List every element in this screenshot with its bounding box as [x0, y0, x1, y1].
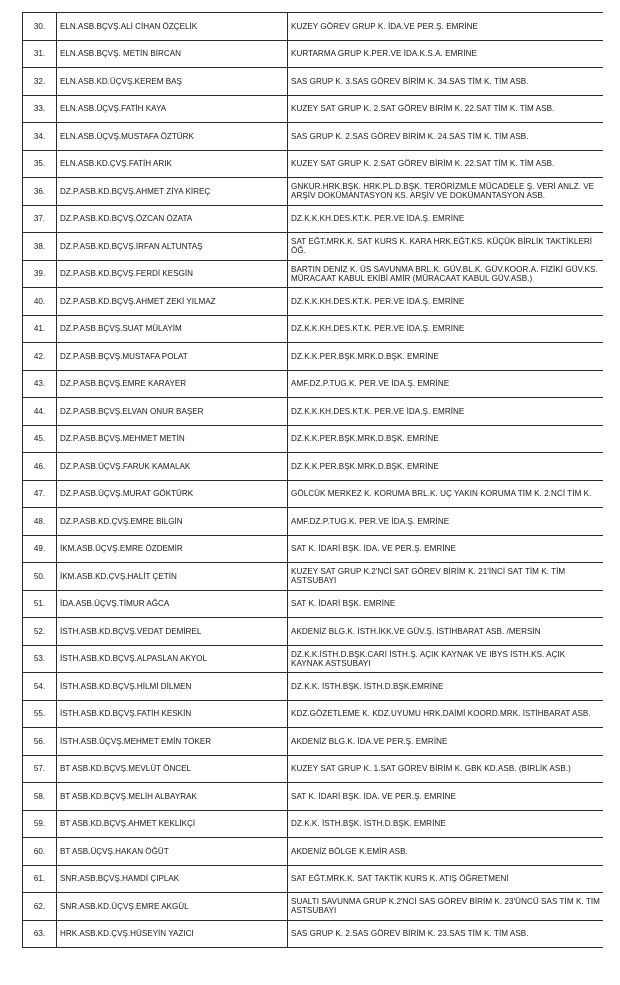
personnel-name-cell: İDA.ASB.ÜÇVŞ.TİMUR AĞCA: [57, 590, 288, 618]
personnel-name-cell: ELN.ASB.KD.ÜÇVŞ.KEREM BAŞ: [57, 68, 288, 96]
assignment-unit-cell: AKDENİZ BLG.K. İSTH.İKK.VE GÜV.Ş. İSTİHBARAT ASB. /MERSİN: [288, 618, 604, 646]
assignment-unit-cell: AMF.DZ.P.TUG.K. PER.VE İDA.Ş. EMRİNE: [288, 370, 604, 398]
personnel-table-body: [23, 13, 604, 948]
assignment-unit-cell: DZ.K.K.KH.DES.KT.K. PER.VE İDA.Ş. EMRİNE: [288, 205, 604, 233]
row-number-cell: 63.: [23, 920, 57, 948]
row-number-cell: 62.: [23, 893, 57, 921]
table-row: [23, 563, 604, 591]
personnel-name-cell: DZ.P.ASB.KD.ÇVŞ.EMRE BİLGİN: [57, 508, 288, 536]
personnel-name-cell: BT ASB.KD.BÇVŞ.MELİH ALBAYRAK: [57, 783, 288, 811]
table-row: [23, 95, 604, 123]
table-row: [23, 178, 604, 206]
row-number-cell: 60.: [23, 838, 57, 866]
assignment-unit-cell: SAT K. İDARİ BŞK. EMRİNE: [288, 590, 604, 618]
assignment-unit-cell: KUZEY SAT GRUP K. 1.SAT GÖREV BİRİM K. GBK KD.ASB. (BİRLİK ASB.): [288, 755, 604, 783]
table-row: [23, 453, 604, 481]
table-row: [23, 783, 604, 811]
document-page: [22, 12, 603, 968]
assignment-unit-cell: DZ.K.K.KH.DES.KT.K. PER.VE İDA.Ş. EMRİNE: [288, 315, 604, 343]
personnel-name-cell: ELN.ASB.KD.ÇVŞ.FATİH ARIK: [57, 150, 288, 178]
table-row: [23, 700, 604, 728]
row-number-cell: 49.: [23, 535, 57, 563]
personnel-name-cell: İSTH.ASB.KD.BÇVŞ.ALPASLAN AKYOL: [57, 645, 288, 673]
personnel-name-cell: DZ.P.ASB.BÇVŞ.MUSTAFA POLAT: [57, 343, 288, 371]
table-row: [23, 205, 604, 233]
assignment-unit-cell: AMF.DZ.P.TUG.K. PER.VE İDA.Ş. EMRİNE: [288, 508, 604, 536]
row-number-cell: 56.: [23, 728, 57, 756]
table-row: [23, 150, 604, 178]
assignment-unit-cell: KURTARMA GRUP K.PER.VE İDA.K.S.A. EMRİNE: [288, 40, 604, 68]
personnel-name-cell: DZ.P.ASB.KD.BÇVŞ.FERDİ KESGİN: [57, 260, 288, 288]
row-number-cell: 54.: [23, 673, 57, 701]
table-row: [23, 590, 604, 618]
assignment-unit-cell: SAT K. İDARİ BŞK. İDA. VE PER.Ş. EMRİNE: [288, 783, 604, 811]
table-row: [23, 810, 604, 838]
assignment-unit-cell: SAT K. İDARİ BŞK. İDA. VE PER.Ş. EMRİNE: [288, 535, 604, 563]
row-number-cell: 61.: [23, 865, 57, 893]
personnel-table: [22, 12, 603, 948]
row-number-cell: 47.: [23, 480, 57, 508]
personnel-name-cell: DZ.P.ASB.BÇVŞ.EMRE KARAYER: [57, 370, 288, 398]
personnel-name-cell: İSTH.ASB.ÜÇVŞ.MEHMET EMİN TOKER: [57, 728, 288, 756]
assignment-unit-cell: DZ.K.K.KH.DES.KT.K. PER.VE İDA.Ş. EMRİNE: [288, 288, 604, 316]
assignment-unit-cell: BARTIN DENİZ K. ÜS SAVUNMA BRL.K. GÜV.BL.K. GÜV.KOOR.A. FİZİKİ GÜV.KS. MÜRACAAT KABUL EKİBİ AMİR (MÜRACAAT KABUL GÜV.ASB.): [288, 260, 604, 288]
personnel-name-cell: İKM.ASB.ÜÇVŞ.EMRE ÖZDEMİR: [57, 535, 288, 563]
assignment-unit-cell: KUZEY GÖREV GRUP K. İDA.VE PER.Ş. EMRİNE: [288, 13, 604, 41]
table-row: [23, 645, 604, 673]
personnel-name-cell: ELN.ASB.ÜÇVŞ.MUSTAFA ÖZTÜRK: [57, 123, 288, 151]
personnel-name-cell: SNR.ASB.KD.ÜÇVŞ.EMRE AKGÜL: [57, 893, 288, 921]
assignment-unit-cell: SAT EĞT.MRK.K. SAT KURS K. KARA HRK.EĞT.KS. KÜÇÜK BİRLİK TAKTİKLERİ ÖĞ.: [288, 233, 604, 261]
assignment-unit-cell: DZ.K.K.PER.BŞK.MRK.D.BŞK. EMRİNE: [288, 453, 604, 481]
table-row: [23, 755, 604, 783]
assignment-unit-cell: GÖLCÜK MERKEZ K. KORUMA BRL.K. UÇ YAKIN KORUMA TİM K. 2.NCİ TİM K.: [288, 480, 604, 508]
row-number-cell: 30.: [23, 13, 57, 41]
table-row: [23, 838, 604, 866]
row-number-cell: 51.: [23, 590, 57, 618]
table-row: [23, 343, 604, 371]
table-row: [23, 508, 604, 536]
table-row: [23, 618, 604, 646]
personnel-name-cell: İSTH.ASB.KD.BÇVŞ.HİLMİ DİLMEN: [57, 673, 288, 701]
row-number-cell: 58.: [23, 783, 57, 811]
assignment-unit-cell: AKDENİZ BÖLGE K.EMİR ASB.: [288, 838, 604, 866]
assignment-unit-cell: SAS GRUP K. 2.SAS GÖREV BİRİM K. 23.SAS TİM K. TİM ASB.: [288, 920, 604, 948]
row-number-cell: 32.: [23, 68, 57, 96]
table-row: [23, 865, 604, 893]
assignment-unit-cell: GNKUR.HRK.BŞK. HRK.PL.D.BŞK. TERÖRİZMLE MÜCADELE Ş. VERİ ANLZ. VE ARŞİV DOKÜMANTASYON KS. ARŞİV VE DOKÜMANTASYON ASB.: [288, 178, 604, 206]
table-row: [23, 260, 604, 288]
table-row: [23, 370, 604, 398]
assignment-unit-cell: DZ.K.K.PER.BŞK.MRK.D.BŞK. EMRİNE: [288, 425, 604, 453]
row-number-cell: 40.: [23, 288, 57, 316]
table-row: [23, 233, 604, 261]
personnel-name-cell: DZ.P.ASB.ÜÇVŞ.FARUK KAMALAK: [57, 453, 288, 481]
row-number-cell: 44.: [23, 398, 57, 426]
row-number-cell: 38.: [23, 233, 57, 261]
table-row: [23, 673, 604, 701]
row-number-cell: 36.: [23, 178, 57, 206]
table-row: [23, 40, 604, 68]
table-row: [23, 728, 604, 756]
assignment-unit-cell: DZ.K.K. İSTH.BŞK. İSTH.D.BŞK. EMRİNE: [288, 810, 604, 838]
assignment-unit-cell: KUZEY SAT GRUP K. 2.SAT GÖREV BİRİM K. 22.SAT TİM K. TİM ASB.: [288, 150, 604, 178]
row-number-cell: 41.: [23, 315, 57, 343]
row-number-cell: 59.: [23, 810, 57, 838]
assignment-unit-cell: SAT EĞT.MRK.K. SAT TAKTİK KURS K. ATIŞ ÖĞRETMENİ: [288, 865, 604, 893]
table-row: [23, 480, 604, 508]
row-number-cell: 52.: [23, 618, 57, 646]
table-row: [23, 288, 604, 316]
personnel-name-cell: BT ASB.ÜÇVŞ.HAKAN ÖĞÜT: [57, 838, 288, 866]
assignment-unit-cell: KUZEY SAT GRUP K. 2.SAT GÖREV BİRİM K. 22.SAT TİM K. TİM ASB.: [288, 95, 604, 123]
personnel-name-cell: HRK.ASB.KD.ÇVŞ.HÜSEYİN YAZICI: [57, 920, 288, 948]
assignment-unit-cell: DZ.K.K.İSTH.D.BŞK.CARİ İSTH.Ş. AÇIK KAYNAK VE IBYS İSTH.KS. AÇIK KAYNAK ASTSUBAYI: [288, 645, 604, 673]
assignment-unit-cell: DZ.K.K.KH.DES.KT.K. PER.VE İDA.Ş. EMRİNE: [288, 398, 604, 426]
assignment-unit-cell: SAS GRUP K. 2.SAS GÖREV BİRİM K. 24.SAS TİM K. TİM ASB.: [288, 123, 604, 151]
table-row: [23, 315, 604, 343]
row-number-cell: 37.: [23, 205, 57, 233]
table-row: [23, 68, 604, 96]
row-number-cell: 35.: [23, 150, 57, 178]
table-row: [23, 920, 604, 948]
row-number-cell: 34.: [23, 123, 57, 151]
personnel-name-cell: DZ.P.ASB.KD.BÇVŞ.İRFAN ALTUNTAŞ: [57, 233, 288, 261]
table-row: [23, 13, 604, 41]
personnel-name-cell: BT ASB.KD.BÇVŞ.AHMET KEKLİKÇİ: [57, 810, 288, 838]
assignment-unit-cell: SUALTI SAVUNMA GRUP K.2'NCİ SAS GÖREV BİRİM K. 23'ÜNCÜ SAS TİM K. TİM ASTSUBAYI: [288, 893, 604, 921]
assignment-unit-cell: KDZ.GÖZETLEME K. KDZ.UYUMU HRK.DAİMİ KOORD.MRK. İSTİHBARAT ASB.: [288, 700, 604, 728]
assignment-unit-cell: KUZEY SAT GRUP K.2'NCİ SAT GÖREV BİRİM K. 21'İNCİ SAT TİM K. TİM ASTSUBAYI: [288, 563, 604, 591]
personnel-name-cell: DZ.P.ASB.BÇVŞ.ELVAN ONUR BAŞER: [57, 398, 288, 426]
row-number-cell: 46.: [23, 453, 57, 481]
row-number-cell: 45.: [23, 425, 57, 453]
assignment-unit-cell: DZ.K.K. İSTH.BŞK. İSTH.D.BŞK.EMRİNE: [288, 673, 604, 701]
personnel-name-cell: DZ.P.ASB.KD.BÇVŞ.AHMET ZEKİ YILMAZ: [57, 288, 288, 316]
personnel-name-cell: SNR.ASB.BÇVŞ.HAMDİ ÇIPLAK: [57, 865, 288, 893]
row-number-cell: 33.: [23, 95, 57, 123]
personnel-name-cell: DZ.P.ASB.KD.BÇVŞ.ÖZCAN ÖZATA: [57, 205, 288, 233]
assignment-unit-cell: SAS GRUP K. 3.SAS GÖREV BİRİM K. 34.SAS TİM K. TİM ASB.: [288, 68, 604, 96]
table-row: [23, 893, 604, 921]
assignment-unit-cell: AKDENİZ BLG.K. İDA.VE PER.Ş. EMRİNE: [288, 728, 604, 756]
row-number-cell: 31.: [23, 40, 57, 68]
row-number-cell: 53.: [23, 645, 57, 673]
personnel-name-cell: İSTH.ASB.KD.BÇVŞ.FATİH KESKİN: [57, 700, 288, 728]
personnel-name-cell: ELN.ASB.ÜÇVŞ.FATİH KAYA: [57, 95, 288, 123]
row-number-cell: 50.: [23, 563, 57, 591]
personnel-name-cell: ELN.ASB.BÇVŞ.ALİ CİHAN ÖZÇELİK: [57, 13, 288, 41]
row-number-cell: 57.: [23, 755, 57, 783]
personnel-name-cell: DZ.P.ASB.BÇVŞ.SUAT MÜLAYİM: [57, 315, 288, 343]
table-row: [23, 535, 604, 563]
row-number-cell: 43.: [23, 370, 57, 398]
table-row: [23, 398, 604, 426]
table-row: [23, 425, 604, 453]
personnel-name-cell: DZ.P.ASB.KD.BÇVŞ.AHMET ZİYA KİREÇ: [57, 178, 288, 206]
personnel-name-cell: DZ.P.ASB.BÇVŞ.MEHMET METİN: [57, 425, 288, 453]
personnel-name-cell: BT ASB.KD.BÇVŞ.MEVLÜT ÖNCEL: [57, 755, 288, 783]
personnel-name-cell: DZ.P.ASB.ÜÇVŞ.MURAT GÖKTÜRK: [57, 480, 288, 508]
personnel-name-cell: İKM.ASB.KD.ÇVŞ.HALİT ÇETİN: [57, 563, 288, 591]
row-number-cell: 48.: [23, 508, 57, 536]
assignment-unit-cell: DZ.K.K.PER.BŞK.MRK.D.BŞK. EMRİNE: [288, 343, 604, 371]
row-number-cell: 39.: [23, 260, 57, 288]
personnel-name-cell: İSTH.ASB.KD.BÇVŞ.VEDAT DEMİREL: [57, 618, 288, 646]
personnel-name-cell: ELN.ASB.BÇVŞ. METİN BİRCAN: [57, 40, 288, 68]
table-row: [23, 123, 604, 151]
row-number-cell: 55.: [23, 700, 57, 728]
row-number-cell: 42.: [23, 343, 57, 371]
